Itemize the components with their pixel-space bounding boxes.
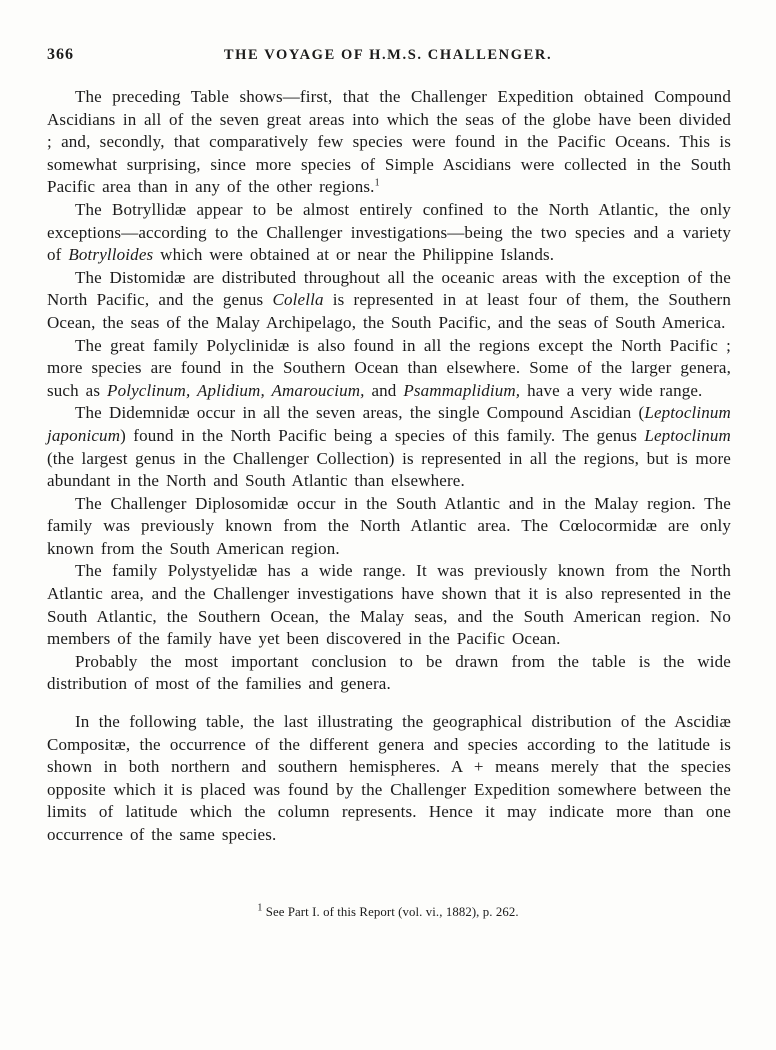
paragraph [47, 493, 731, 561]
text-run: The great family Polyclinidæ is also found in all the regions except the North Pacific ; more species are found in the Southern Ocean than elsewhere. Some of the larger genera, such as [47, 335, 731, 400]
page-header [0, 46, 776, 68]
footnote-marker: 1 [257, 902, 263, 914]
text-run: (the largest genus in the Challenger Collection) is represented in all the regions, but is more abundant in the North and South Atlantic than elsewhere. [47, 448, 731, 491]
italic-text: Psammaplidium, [403, 380, 521, 400]
text-run: In the following table, the last illustrating the geographical distribution of the Ascidiæ Compositæ, the occurrence of the different genera and species according to the latitude is shown in both northern and southern hemispheres. A + means merely that the species opposite which it is placed was found by the Challenger Expedition somewhere between the limits of latitude which the column represents. Hence it may indicate more than one occurrence of the same species. [47, 712, 731, 844]
footnote-text: See Part I. of this Report (vol. vi., 1882), p. 262. [262, 905, 519, 919]
paragraph [47, 335, 731, 403]
paragraph [47, 651, 731, 696]
text-run: The Distomidæ are distributed throughout all the oceanic areas with the exception of the North Pacific, and the genus [47, 267, 731, 310]
text-run: The Challenger Diplosomidæ occur in the South Atlantic and in the Malay region. The family was previously known from the North Atlantic area. The Cœlocormidæ are only known from the South American region. [47, 493, 731, 558]
running-head-title: THE VOYAGE OF H.M.S. CHALLENGER. [223, 47, 553, 63]
paragraph [47, 560, 731, 650]
paragraph [47, 402, 731, 492]
paragraph [47, 267, 731, 335]
text-run: Probably the most important conclusion to be drawn from the table is the wide distribution of most of the families and genera. [47, 651, 731, 694]
italic-text: Leptoclinum japonicum [47, 403, 731, 445]
paragraph [47, 199, 731, 267]
text-run: have a very wide range. [520, 380, 703, 400]
italic-text: Botrylloides [68, 245, 154, 265]
superscript-reference: 1 [374, 177, 380, 189]
italic-text: Colella [272, 290, 324, 310]
page-body [47, 86, 731, 847]
text-run: and [364, 380, 404, 400]
text-run: The preceding Table shows—first, that the Challenger Expedition obtained Compound Ascidians in all of the seven great areas into which the seas of the globe have been divided ; and, secondly, that comparatively few species were found in the Pacific Oceans. This is somewhat surprising, since more species of Simple Ascidians were collected in the South Pacific area than in any of the other regions. [47, 87, 731, 197]
text-run: The Didemnidæ occur in all the seven areas, the single Compound Ascidian ( [75, 403, 645, 423]
paragraph [47, 86, 731, 199]
text-run: The family Polystyelidæ has a wide range. It was previously known from the North Atlantic area, and the Challenger investigations have shown that it is also represented in the South Atlantic, the Southern Ocean, the Malay seas, and the South American region. No members of the family have yet been discovered in the Pacific Ocean. [47, 561, 731, 649]
text-run: which were obtained at or near the Philippine Islands. [153, 245, 555, 265]
footnote [0, 902, 776, 920]
paragraph [47, 711, 731, 847]
text-run: is represented in at least four of them, the Southern Ocean, the seas of the Malay Archipelago, the South Pacific, and the seas of South America. [47, 290, 731, 332]
italic-text: Leptoclinum [644, 425, 731, 445]
italic-text: Polyclinum, Aplidium, Amaroucium, [107, 380, 365, 400]
text-run: The Botryllidæ appear to be almost entirely confined to the North Atlantic, the only exceptions—according to the Challenger investigations—being the two species and a variety of [47, 199, 731, 265]
text-run: ) found in the North Pacific being a species of this family. The genus [120, 425, 645, 445]
page-number: 366 [47, 46, 74, 63]
